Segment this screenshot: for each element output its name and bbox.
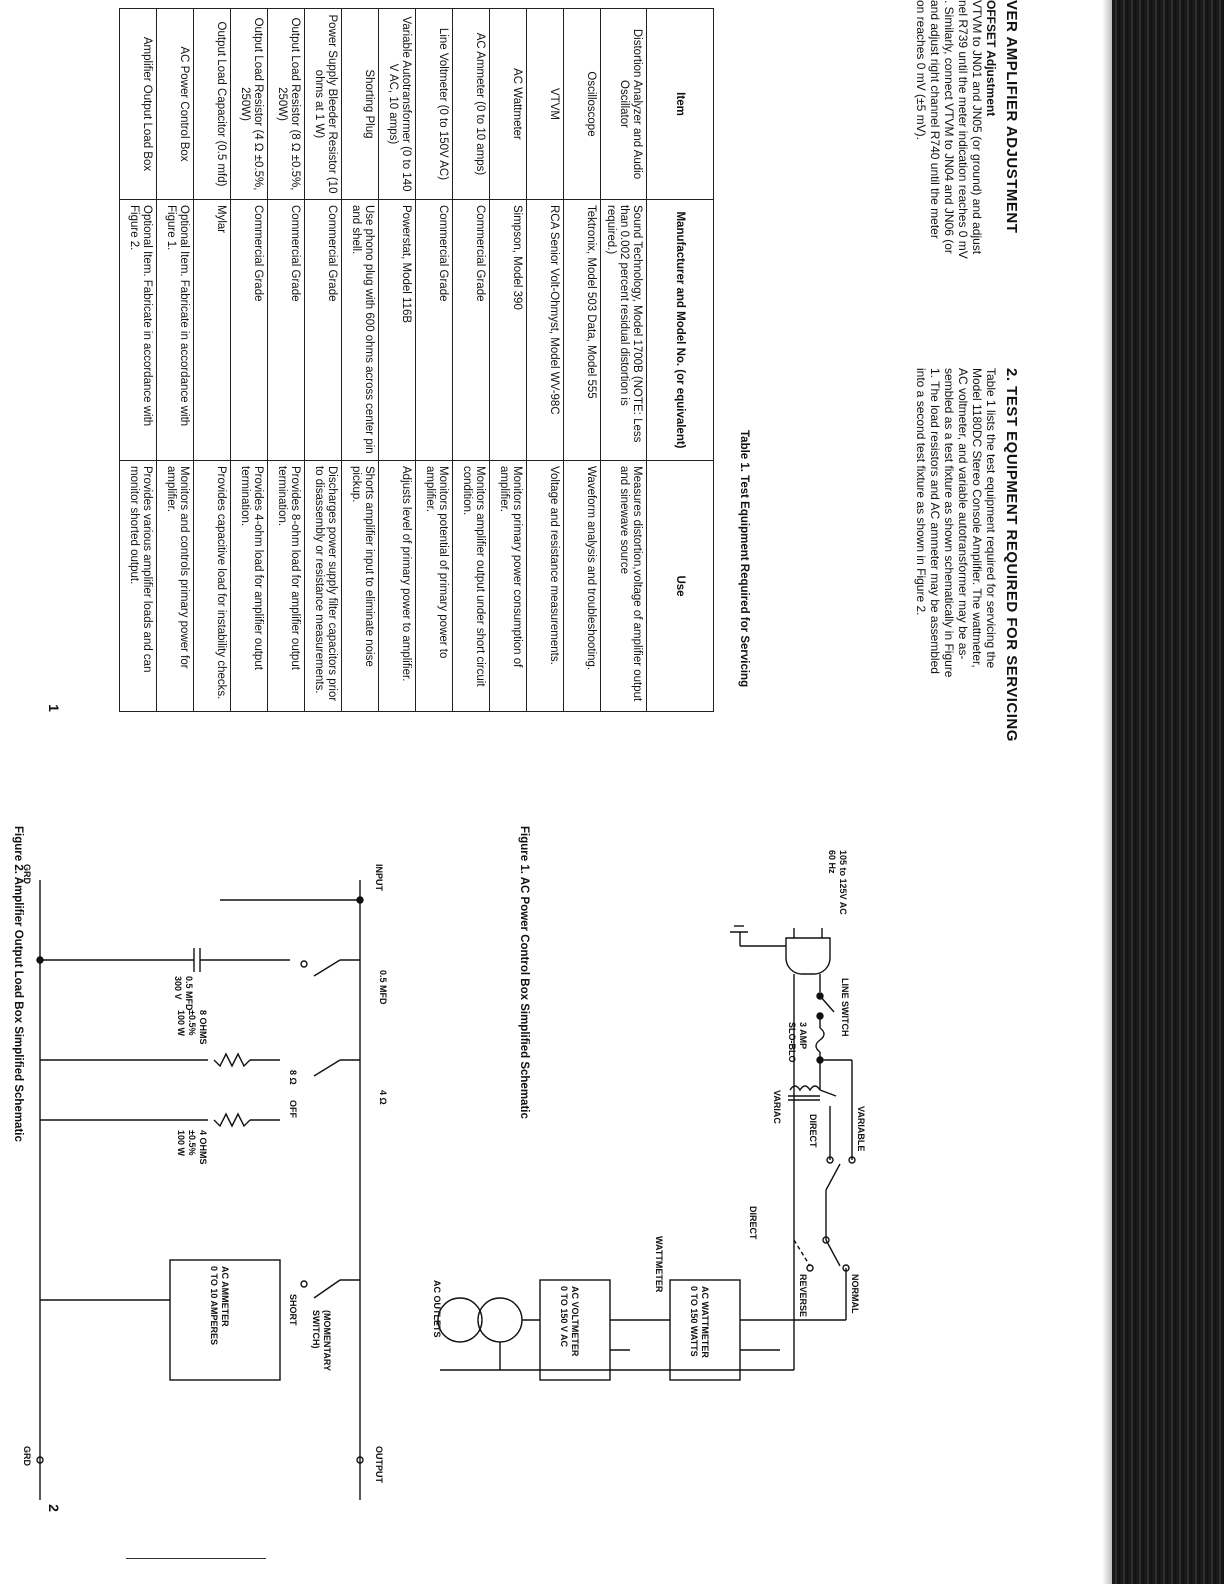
- table-row: [416, 9, 453, 712]
- label-ammeter: AC AMMETER0 TO 10 AMPERES: [209, 1266, 230, 1346]
- table-cell-item: Variable Autotransformer (0 to 140 V AC, 10 amps): [379, 9, 416, 200]
- table-cell-item: Output Load Resistor (8 Ω ±0.5%, 250W): [268, 9, 305, 200]
- table-cell-item: Shorting Plug: [342, 9, 379, 200]
- col-header-use: Use: [647, 461, 714, 712]
- label-off: OFF: [288, 1100, 298, 1118]
- label-output: OUTPUT: [374, 1446, 384, 1483]
- table-cell-manufacturer: Commercial Grade: [305, 200, 342, 461]
- figure1-schematic: [430, 760, 870, 1440]
- offset-subheading: OFFSET Adjustment: [984, 0, 998, 117]
- table-cell-manufacturer: Mylar: [194, 200, 231, 461]
- table-cell-item: Amplifier Output Load Box: [120, 9, 157, 200]
- table-cell-use: Shorts amplifier input to eliminate noise pickup.: [342, 461, 379, 712]
- table-cell-manufacturer: RCA Senior Volt-Ohmyst, Model WV-98C: [527, 200, 564, 461]
- table-row: [453, 9, 490, 712]
- table-cell-item: AC Power Control Box: [157, 9, 194, 200]
- intro-paragraph: [914, 368, 998, 728]
- table-row: [601, 9, 647, 712]
- table-cell-item: Output Load Capacitor (0.5 mfd): [194, 9, 231, 200]
- table-body: [120, 9, 647, 712]
- scanner-edge: [1112, 0, 1224, 1584]
- table-row: [342, 9, 379, 712]
- intro-line: 1. The load resistors and AC ammeter may be assembled: [928, 368, 942, 674]
- resistor-8ohm-icon: [214, 1054, 250, 1066]
- fuse-icon: [816, 1028, 824, 1052]
- ac-outlet-icon: [438, 1298, 482, 1342]
- table-cell-item: Oscilloscope: [564, 9, 601, 200]
- table-row: [268, 9, 305, 712]
- offset-line: and adjust right channel R740 until the meter: [928, 0, 942, 239]
- label-line-switch: LINE SWITCH: [840, 978, 850, 1037]
- offset-line: nel R739 until the meter indication reaches 0 mV: [956, 0, 970, 259]
- table-cell-manufacturer: Sound Technology, Model 1700B (NOTE: Less than 0.002 percent residual distortion is required.): [601, 200, 647, 461]
- table-row: [379, 9, 416, 712]
- table-cell-use: Waveform analysis and troubleshooting.: [564, 461, 601, 712]
- ac-outlet-icon: [478, 1298, 522, 1342]
- label-reverse: REVERSE: [798, 1274, 808, 1318]
- table-cell-use: Monitors primary power consumption of amplifier.: [490, 461, 527, 712]
- label-momentary: (MOMENTARYSWITCH): [311, 1310, 332, 1371]
- label-4-ohm-switch: 4 Ω: [378, 1090, 388, 1105]
- col-header-item: Item: [647, 9, 714, 200]
- table-row: [527, 9, 564, 712]
- label-variable: VARIABLE: [856, 1106, 866, 1152]
- table-row: [564, 9, 601, 712]
- offset-paragraph: [914, 0, 998, 420]
- table-row: [490, 9, 527, 712]
- table-cell-use: Voltage and resistance measurements.: [527, 461, 564, 712]
- table-cell-manufacturer: Optional Item. Fabricate in accordance with Figure 1.: [157, 200, 194, 461]
- table-cell-item: AC Ammeter (0 to 10 amps): [453, 9, 490, 200]
- table-cell-use: Provides 8-ohm load for amplifier output termination.: [268, 461, 305, 712]
- table-row: [305, 9, 342, 712]
- table-cell-use: Provides various amplifier loads and can monitor shorted output.: [120, 461, 157, 712]
- intro-line: AC voltmeter, and variable autotransformer may be as-: [956, 368, 970, 660]
- offset-line: VTVM to JN01 and JN05 (or ground) and adjust: [970, 0, 984, 255]
- table-cell-manufacturer: Simpson, Model 390: [490, 200, 527, 461]
- label-ac-outlets: AC OUTLETS: [432, 1280, 442, 1338]
- label-variac: VARIAC: [772, 1090, 782, 1124]
- figure2-caption: Figure 2. Amplifier Output Load Box Simplified Schematic: [12, 826, 24, 1142]
- table-cell-manufacturer: Tektronix, Model 503 Data, Model 555: [564, 200, 601, 461]
- table-cell-use: Measures distortion,voltage of amplifier output and sinewave source: [601, 461, 647, 712]
- offset-line: on reaches 0 mV (±5 mV).: [914, 0, 928, 140]
- label-0-5-mfd-switch: 0.5 MFD: [378, 970, 388, 1005]
- label-direct-2: DIRECT: [748, 1206, 758, 1240]
- intro-line: into a second test fixture as shown in Figure 2.: [914, 368, 928, 616]
- table-cell-manufacturer: Commercial Grade: [453, 200, 490, 461]
- figure1-caption: Figure 1. AC Power Control Box Simplified Schematic: [518, 826, 530, 1119]
- table-cell-use: Provides 4-ohm load for amplifier output termination.: [231, 461, 268, 712]
- test-equipment-table: [119, 8, 714, 712]
- offset-line: . Similarly, connect VTVM to JN04 and JN06 (or: [942, 0, 956, 254]
- left-heading: VER AMPLIFIER ADJUSTMENT: [1003, 0, 1020, 234]
- table-cell-manufacturer: Optional Item. Fabricate in accordance with Figure 2.: [120, 200, 157, 461]
- label-8-ohm-switch: 8 Ω: [288, 1070, 298, 1085]
- table-cell-use: Monitors potential of primary power to amplifier.: [416, 461, 453, 712]
- page-number-left: 1: [45, 704, 62, 712]
- table-cell-manufacturer: Commercial Grade: [231, 200, 268, 461]
- table-cell-item: VTVM: [527, 9, 564, 200]
- table-cell-manufacturer: Commercial Grade: [416, 200, 453, 461]
- table-cell-item: Power Supply Bleeder Resistor (10 ohms at 1 W): [305, 9, 342, 200]
- table-cell-use: Provides capacitive load for instability checks.: [194, 461, 231, 712]
- resistor-4ohm-icon: [214, 1114, 250, 1126]
- intro-line: Table 1 lists the test equipment required for servicing the: [984, 368, 998, 669]
- table-cell-item: Line Voltmeter (0 to 150V AC): [416, 9, 453, 200]
- table-cell-use: Monitors amplifier output under short circuit condition.: [453, 461, 490, 712]
- table-cell-use: Adjusts level of primary power to amplifier.: [379, 461, 416, 712]
- label-resistor-4: 4 OHMS±0.5%100 W: [176, 1130, 208, 1165]
- intro-line: sembled as a test fixture as shown schematically in Figure: [942, 368, 956, 678]
- table-cell-item: Output Load Resistor (4 Ω ±0.5%, 250W): [231, 9, 268, 200]
- label-input: INPUT: [374, 864, 384, 891]
- table-row: [120, 9, 157, 712]
- table-row: [157, 9, 194, 712]
- label-grd-in: GRD: [22, 864, 32, 884]
- label-capacitor: 0.5 MFD300 V: [173, 976, 194, 1011]
- table-cell-manufacturer: Commercial Grade: [268, 200, 305, 461]
- table-header-row: [647, 9, 714, 712]
- table-cell-use: Monitors and controls primary power for amplifier.: [157, 461, 194, 712]
- col-header-manufacturer: Manufacturer and Model No. (or equivalent): [647, 200, 714, 461]
- table-cell-item: Distortion Analyzer and Audio Oscillator: [601, 9, 647, 200]
- table-cell-manufacturer: Use phono plug with 600 ohms across center pin and shell.: [342, 200, 379, 461]
- intro-line: Model 1180DC Stereo Console Amplifier. The wattmeter,: [970, 368, 984, 668]
- label-resistor-8: 8 OHMS±0.5%100 W: [176, 1010, 208, 1045]
- label-source: 105 to 125V AC60 Hz: [827, 850, 848, 915]
- table-cell-use: Discharges power supply filter capacitors prior to disassembly or resistance measurements.: [305, 461, 342, 712]
- label-direct: DIRECT: [808, 1114, 818, 1148]
- table-row: [194, 9, 231, 712]
- table-cell-manufacturer: Powerstat, Model 116B: [379, 200, 416, 461]
- label-ac-wattmeter: AC WATTMETER0 TO 150 WATTS: [689, 1286, 710, 1358]
- table-caption: Table 1. Test Equipment Required for Servicing: [738, 430, 750, 688]
- page-number-right: 2: [45, 1504, 62, 1512]
- label-wattmeter: WATTMETER: [654, 1236, 664, 1293]
- label-short: SHORT: [288, 1294, 298, 1326]
- table-row: [231, 9, 268, 712]
- figure2-schematic: [20, 860, 400, 1500]
- label-ac-voltmeter: AC VOLTMETER0 TO 150 V AC: [559, 1286, 580, 1357]
- table-cell-item: AC Wattmeter: [490, 9, 527, 200]
- power-plug-icon: [786, 938, 830, 974]
- label-grd-out: GRD: [22, 1446, 32, 1466]
- rotated-page: [4, 0, 1100, 1584]
- label-normal: NORMAL: [850, 1274, 860, 1314]
- label-fuse: 3 AMPSLO-BLO: [787, 1022, 808, 1063]
- section-heading: 2. TEST EQUIPMENT REQUIRED FOR SERVICING: [1003, 368, 1020, 742]
